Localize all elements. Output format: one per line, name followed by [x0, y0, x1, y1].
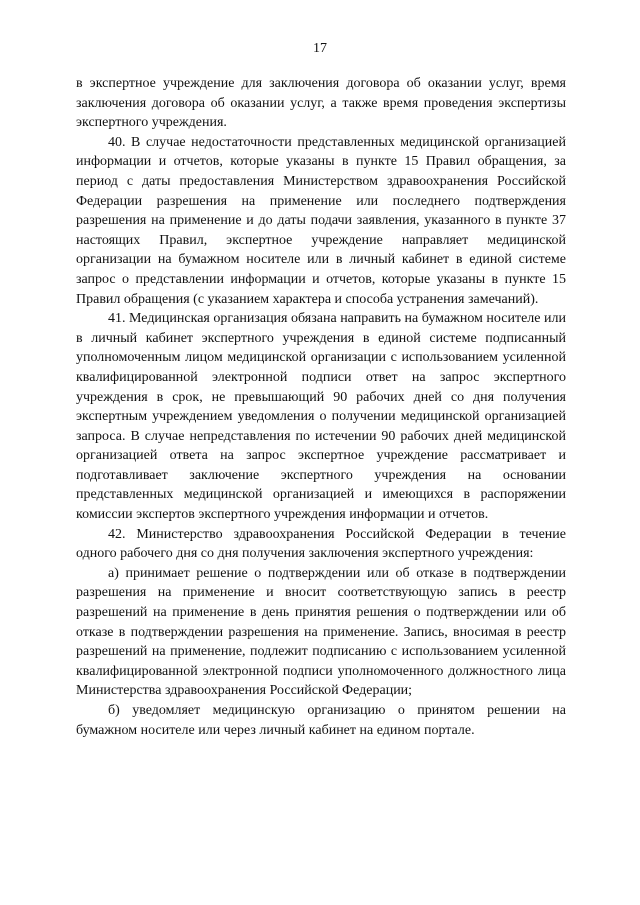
paragraph-clause-41: 41. Медицинская организация обязана направить на бумажном носителе или в личный кабинет экспертного учреждения в единой системе подписанный уполномоченным лицом медицинской организации с использованием усиленной квалифицированной электронной подписи ответ на запрос экспертного учреждения в срок, не превышающий 90 рабочих дней со дня получения экспертным учреждением уведомления о получении медицинской организацией запроса. В случае непредставления по истечении 90 рабочих дней медицинской организацией ответа на запрос экспертное учреждение рассматривает и подготавливает заключение экспертного учреждения на основании представленных медицинской организацией и имеющихся в распоряжении комиссии экспертов экспертного учреждения информации и отчетов. — [76, 311, 566, 523]
paragraph-subclause-a: а) принимает решение о подтверждении или об отказе в подтверждении разрешения на применение и вносит соответствующую запись в реестр разрешений на применение в день принятия решения о подтверждении или об отказе в подтверждении разрешения на применение. Запись, вносимая в реестр разрешений на применение, подлежит подписанию с использованием усиленной квалифицированной электронной подписи уполномоченного должностного лица Министерства здравоохранения Российской Федерации; — [76, 565, 566, 699]
document-body — [76, 74, 566, 740]
paragraph-clause-42: 42. Министерство здравоохранения Российской Федерации в течение одного рабочего дня со дня получения заключения экспертного учреждения: — [76, 526, 566, 562]
paragraph-clause-40: 40. В случае недостаточности представленных медицинской организацией информации и отчетов, которые указаны в пункте 15 Правил обращения, за период с даты предоставления Министерством здравоохранения Российской Федерации разрешения на применение или последнего подтверждения разрешения на применение и до даты подачи заявления, указанного в пункте 37 настоящих Правил, экспертное учреждение направляет медицинской организации на бумажном носителе или в личный кабинет в единой системе запрос о представлении информации и отчетов, которые указаны в пункте 15 Правил обращения (с указанием характера и способа устранения замечаний). — [76, 134, 566, 307]
paragraph-continuation: в экспертное учреждение для заключения договора об оказании услуг, время заключения договора об оказании услуг, а также время проведения экспертизы экспертного учреждения. — [76, 76, 566, 131]
paragraph-subclause-b: б) уведомляет медицинскую организацию о принятом решении на бумажном носителе или через личный кабинет на едином портале. — [76, 703, 566, 738]
page-number: 17 — [313, 41, 327, 56]
